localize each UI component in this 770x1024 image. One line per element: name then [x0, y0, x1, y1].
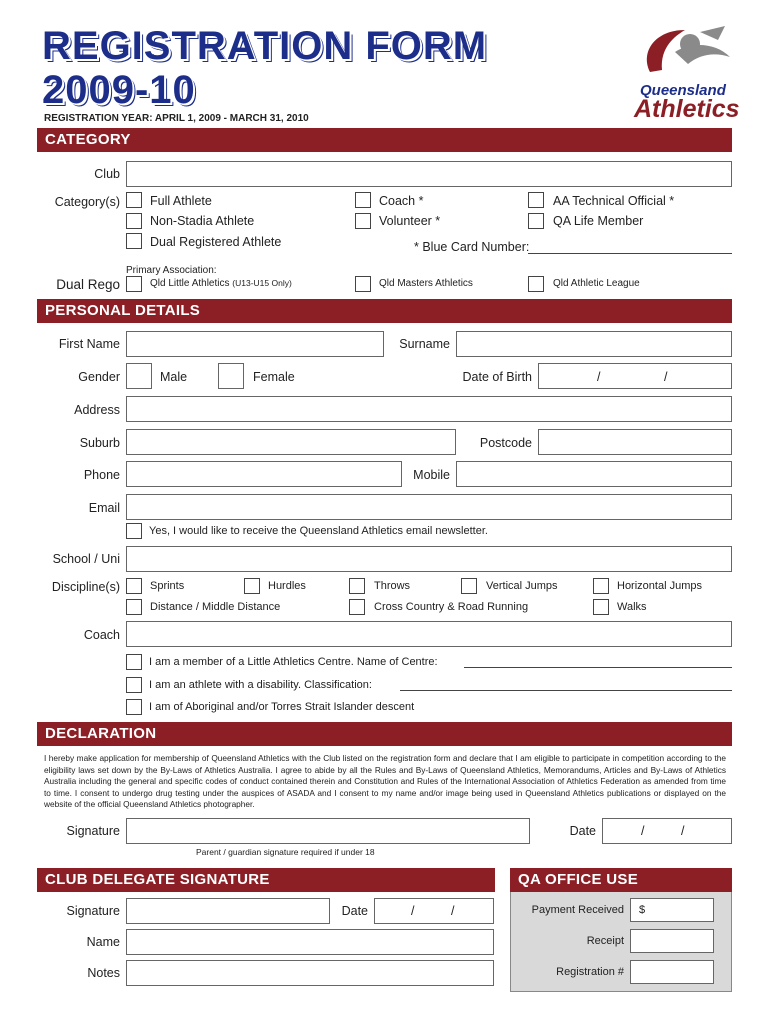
qld-league-checkbox[interactable]: [528, 276, 544, 292]
throws-checkbox[interactable]: [349, 578, 365, 594]
receipt-label: Receipt: [586, 935, 624, 947]
declaration-date-sep-1: /: [641, 824, 645, 838]
phone-label: Phone: [83, 468, 120, 482]
surname-input[interactable]: [456, 331, 732, 357]
delegate-date-label: Date: [341, 904, 368, 918]
school-label: School / Uni: [52, 552, 120, 566]
walks-label: Walks: [617, 601, 647, 613]
gender-label: Gender: [78, 370, 120, 384]
hurdles-label: Hurdles: [268, 580, 306, 592]
vertical-jumps-label: Vertical Jumps: [486, 580, 558, 592]
category-heading: CATEGORY: [37, 128, 732, 152]
full-athlete-checkbox[interactable]: [126, 192, 142, 208]
delegate-name-label: Name: [86, 935, 120, 949]
dob-sep-1: /: [597, 370, 601, 384]
distance-checkbox[interactable]: [126, 599, 142, 615]
delegate-signature-label: Signature: [66, 904, 120, 918]
suburb-input[interactable]: [126, 429, 456, 455]
mobile-label: Mobile: [413, 468, 450, 482]
dob-label: Date of Birth: [462, 370, 532, 384]
blue-card-input[interactable]: [528, 253, 732, 254]
qa-logo: [630, 22, 740, 123]
blue-card-label: * Blue Card Number:: [414, 240, 530, 254]
volunteer-checkbox[interactable]: [355, 213, 371, 229]
delegate-heading: CLUB DELEGATE SIGNATURE: [37, 868, 495, 892]
club-input[interactable]: [126, 161, 732, 187]
non-stadia-label: Non-Stadia Athlete: [150, 214, 255, 228]
qa-life-checkbox[interactable]: [528, 213, 544, 229]
throws-label: Throws: [374, 580, 411, 592]
payment-label: Payment Received: [531, 904, 624, 916]
qld-little-checkbox[interactable]: [126, 276, 142, 292]
declaration-heading: DECLARATION: [37, 722, 732, 746]
qld-masters-checkbox[interactable]: [355, 276, 371, 292]
disability-label: I am an athlete with a disability. Classification:: [149, 679, 372, 691]
aa-official-label: AA Technical Official *: [553, 194, 675, 208]
office-heading: QA OFFICE USE: [510, 868, 732, 892]
surname-label: Surname: [399, 337, 450, 351]
qld-league-label: Qld Athletic League: [553, 278, 640, 289]
coach-input[interactable]: [126, 621, 732, 647]
delegate-name-input[interactable]: [126, 929, 494, 955]
receipt-input[interactable]: [630, 929, 714, 953]
qa-logo-icon: [630, 22, 735, 82]
declaration-date-label: Date: [569, 824, 596, 838]
disability-input[interactable]: [400, 690, 732, 691]
dob-input[interactable]: [538, 363, 732, 389]
address-input[interactable]: [126, 396, 732, 422]
declaration-date-input[interactable]: [602, 818, 732, 844]
dual-registered-checkbox[interactable]: [126, 233, 142, 249]
declaration-date-sep-2: /: [681, 824, 685, 838]
email-input[interactable]: [126, 494, 732, 520]
qld-little-label: [150, 278, 292, 289]
suburb-label: Suburb: [79, 436, 120, 450]
distance-label: Distance / Middle Distance: [150, 601, 281, 613]
payment-input[interactable]: [630, 898, 714, 922]
declaration-text: I hereby make application for membership of Queensland Athletics with the Club listed on the registration form and declare that I am eligible to participate in competition according to the eligibility laws set down by the By-Laws of Athletics Australia. I agree to abide by all the Rules and By-Laws of Queensland Athletics, Memorandums, Articles and By-Laws of Athletics Australia including the general and specific codes of conduct contained therein and Constitution and Rules of the International Association of Athletics Federation as amended from time to time. I consent to undergo drug testing under the auspices of ASADA and I consent to my name and/or image being used in Queensland Athletics publications or displayed on the website of the official Queensland Athletics photographer.: [44, 753, 726, 809]
logo-queensland: Queensland: [640, 82, 726, 99]
coach-label: Coach *: [379, 194, 424, 208]
delegate-date-sep-2: /: [451, 904, 455, 918]
logo-athletics: Athletics: [634, 95, 740, 123]
first-name-input[interactable]: [126, 331, 384, 357]
male-label: Male: [160, 370, 188, 384]
registration-no-input[interactable]: [630, 960, 714, 984]
declaration-signature-label: Signature: [66, 824, 120, 838]
club-label: Club: [94, 167, 120, 181]
horizontal-jumps-label: Horizontal Jumps: [617, 580, 702, 592]
coach-detail-label: Coach: [83, 628, 120, 642]
delegate-notes-input[interactable]: [126, 960, 494, 986]
aa-official-checkbox[interactable]: [528, 192, 544, 208]
guardian-note: Parent / guardian signature required if under 18: [196, 847, 375, 857]
registration-year: REGISTRATION YEAR: APRIL 1, 2009 - MARCH 31, 2010: [44, 113, 309, 124]
form-title: REGISTRATION FORM: [42, 24, 488, 68]
little-centre-input[interactable]: [464, 667, 732, 668]
female-checkbox[interactable]: [218, 363, 244, 389]
female-label: Female: [253, 370, 295, 384]
newsletter-checkbox[interactable]: [126, 523, 142, 539]
male-checkbox[interactable]: [126, 363, 152, 389]
little-centre-label: I am a member of a Little Athletics Centre. Name of Centre:: [149, 656, 438, 668]
first-name-label: First Name: [58, 337, 120, 351]
declaration-signature-input[interactable]: [126, 818, 530, 844]
address-label: Address: [74, 403, 120, 417]
cross-country-label: Cross Country & Road Running: [374, 601, 529, 613]
delegate-date-input[interactable]: [374, 898, 494, 924]
personal-heading: PERSONAL DETAILS: [37, 299, 732, 323]
dual-registered-label: Dual Registered Athlete: [150, 235, 282, 249]
coach-checkbox[interactable]: [355, 192, 371, 208]
registration-no-label: Registration #: [556, 966, 624, 978]
primary-association-label: Primary Association:: [126, 265, 217, 276]
dual-rego-label: Dual Rego: [56, 277, 120, 292]
full-athlete-label: Full Athlete: [150, 194, 212, 208]
volunteer-label: Volunteer *: [379, 214, 441, 228]
qld-little-note: (U13-U15 Only): [232, 278, 292, 288]
qa-life-label: QA Life Member: [553, 214, 644, 228]
phone-input[interactable]: [126, 461, 402, 487]
hurdles-checkbox[interactable]: [244, 578, 260, 594]
horizontal-jumps-checkbox[interactable]: [593, 578, 609, 594]
form-year-title: 2009-10: [42, 68, 196, 112]
school-input[interactable]: [126, 546, 732, 572]
qld-little-text: Qld Little Athletics: [150, 278, 230, 289]
sprints-checkbox[interactable]: [126, 578, 142, 594]
delegate-notes-label: Notes: [87, 966, 120, 980]
disability-checkbox[interactable]: [126, 677, 142, 693]
non-stadia-checkbox[interactable]: [126, 213, 142, 229]
vertical-jumps-checkbox[interactable]: [461, 578, 477, 594]
aboriginal-checkbox[interactable]: [126, 699, 142, 715]
qld-masters-label: Qld Masters Athletics: [379, 278, 473, 289]
postcode-label: Postcode: [479, 436, 532, 450]
aboriginal-label: I am of Aboriginal and/or Torres Strait Islander descent: [149, 701, 415, 713]
dollar-sign: $: [639, 904, 646, 916]
disciplines-label: Discipline(s): [51, 580, 120, 594]
dob-sep-2: /: [664, 370, 668, 384]
delegate-signature-input[interactable]: [126, 898, 330, 924]
cross-country-checkbox[interactable]: [349, 599, 365, 615]
little-centre-checkbox[interactable]: [126, 654, 142, 670]
walks-checkbox[interactable]: [593, 599, 609, 615]
delegate-date-sep-1: /: [411, 904, 415, 918]
postcode-input[interactable]: [538, 429, 732, 455]
email-label: Email: [88, 501, 120, 515]
categories-label: Category(s): [54, 195, 120, 209]
mobile-input[interactable]: [456, 461, 732, 487]
sprints-label: Sprints: [150, 580, 185, 592]
newsletter-label: Yes, I would like to receive the Queensland Athletics email newsletter.: [149, 525, 488, 537]
